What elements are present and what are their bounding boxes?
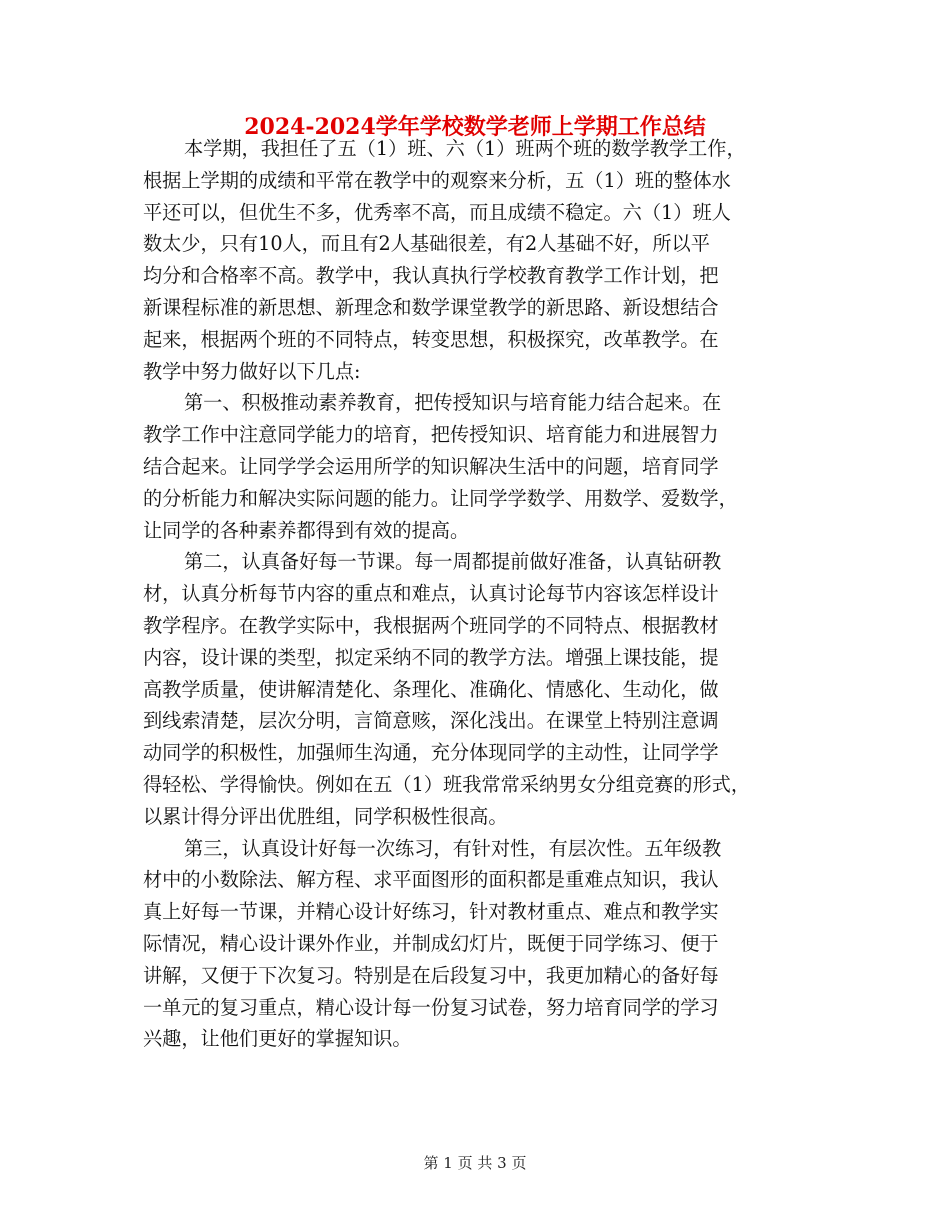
paragraph-line: 兴趣，让他们更好的掌握知识。 bbox=[143, 1027, 412, 1051]
paragraph-line: 第三，认真设计好每一次练习，有针对性，有层次性。五年级教 bbox=[184, 836, 722, 860]
paragraph-line: 以累计得分评出优胜组，同学积极性很高。 bbox=[143, 804, 508, 828]
paragraph-line: 教学工作中注意同学能力的培育，把传授知识、培育能力和进展智力 bbox=[143, 423, 719, 447]
paragraph-line: 讲解，又便于下次复习。特别是在后段复习中，我更加精心的备好每 bbox=[143, 963, 719, 987]
paragraph-line: 第一、积极推动素养教育，把传授知识与培育能力结合起来。在 bbox=[184, 391, 722, 415]
paragraph-line: 真上好每一节课，并精心设计好练习，针对教材重点、难点和教学实 bbox=[143, 900, 719, 924]
paragraph-line: 让同学的各种素养都得到有效的提高。 bbox=[143, 518, 470, 542]
paragraph-line: 根据上学期的成绩和平常在教学中的观察来分析，五（1）班的整体水 bbox=[143, 168, 731, 192]
paragraph-line: 材中的小数除法、解方程、求平面图形的面积都是重难点知识，我认 bbox=[143, 868, 719, 892]
paragraph-line: 均分和合格率不高。教学中，我认真执行学校教育教学工作计划，把 bbox=[143, 264, 719, 288]
paragraph-line: 材，认真分析每节内容的重点和难点，认真讨论每节内容该怎样设计 bbox=[143, 582, 719, 606]
paragraph-line: 内容，设计课的类型，拟定采纳不同的教学方法。增强上课技能，提 bbox=[143, 645, 719, 669]
paragraph-line: 结合起来。让同学学会运用所学的知识解决生活中的问题，培育同学 bbox=[143, 454, 719, 478]
paragraph-line: 新课程标准的新思想、新理念和数学课堂教学的新思路、新设想结合 bbox=[143, 295, 719, 319]
paragraph-line: 高教学质量，使讲解清楚化、条理化、准确化、情感化、生动化，做 bbox=[143, 677, 719, 701]
page-footer: 第 1 页 共 3 页 bbox=[423, 1154, 527, 1172]
paragraph-line: 一单元的复习重点，精心设计每一份复习试卷，努力培育同学的学习 bbox=[143, 995, 719, 1019]
paragraph-line: 平还可以，但优生不多，优秀率不高，而且成绩不稳定。六（1）班人 bbox=[143, 200, 731, 224]
paragraph-line: 到线索清楚，层次分明，言简意赅，深化浅出。在课堂上特别注意调 bbox=[143, 709, 719, 733]
paragraph-line: 第二，认真备好每一节课。每一周都提前做好准备，认真钻研教 bbox=[184, 550, 722, 574]
paragraph-line: 得轻松、学得愉快。例如在五（1）班我常常采纳男女分组竞赛的形式， bbox=[143, 772, 751, 796]
paragraph-line: 本学期，我担任了五（1）班、六（1）班两个班的数学教学工作， bbox=[184, 137, 746, 160]
document-title: 2024-2024学年学校数学老师上学期工作总结 bbox=[244, 114, 706, 140]
paragraph-line: 际情况，精心设计课外作业，并制成幻灯片，既便于同学练习、便于 bbox=[143, 931, 719, 955]
paragraph-line: 动同学的积极性，加强师生沟通，充分体现同学的主动性，让同学学 bbox=[143, 741, 719, 765]
paragraph-line: 教学程序。在教学实际中，我根据两个班同学的不同特点、根据教材 bbox=[143, 613, 719, 637]
paragraph-line: 起来，根据两个班的不同特点，转变思想，积极探究，改革教学。在 bbox=[143, 327, 719, 351]
document-body bbox=[143, 133, 818, 1055]
paragraph-line: 的分析能力和解决实际问题的能力。让同学学数学、用数学、爱数学， bbox=[143, 486, 738, 510]
paragraph-line: 数太少，只有10人，而且有2人基础很差，有2人基础不好，所以平 bbox=[143, 232, 710, 256]
paragraph-line: 教学中努力做好以下几点: bbox=[143, 359, 361, 383]
